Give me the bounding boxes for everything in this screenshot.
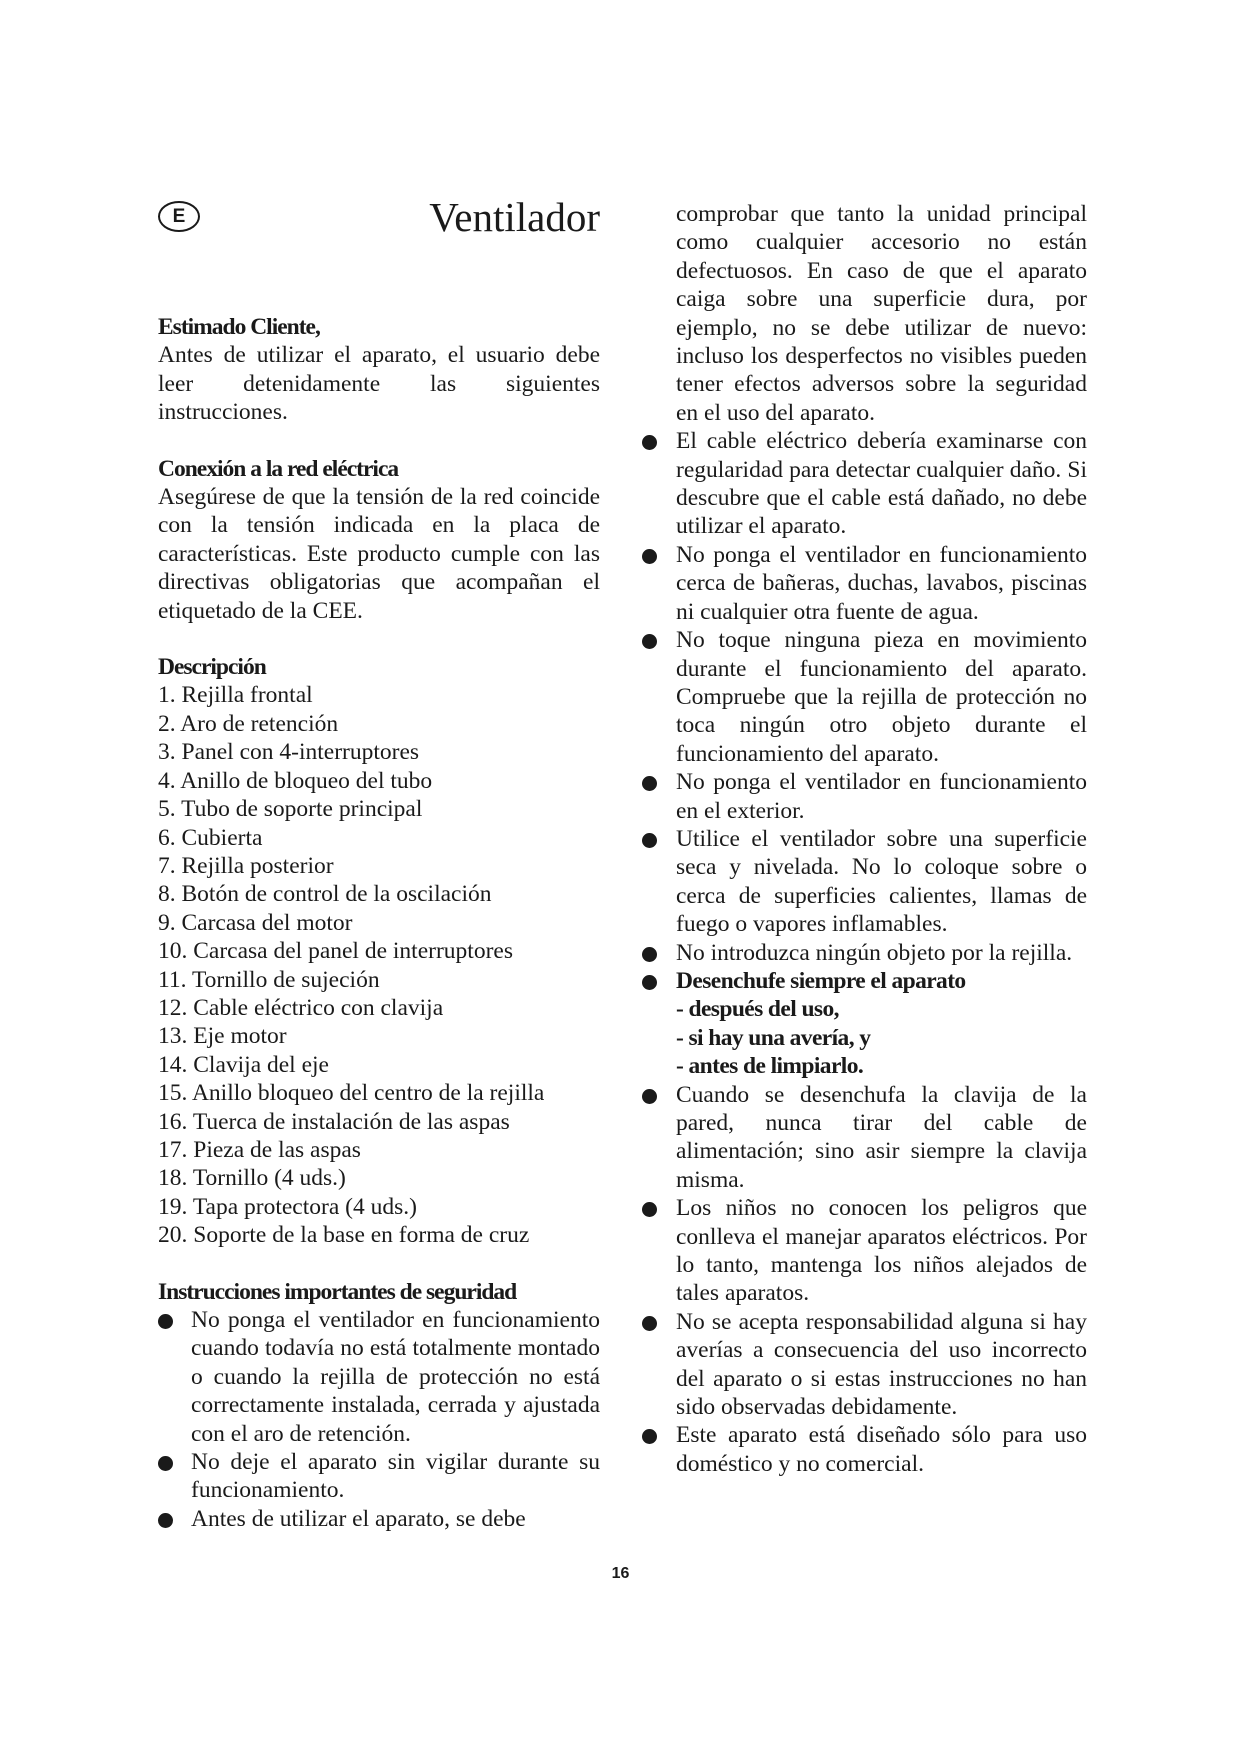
list-item: 16. Tuerca de instalación de las aspas (158, 1108, 510, 1135)
intro-text: Antes de utilizar el aparato, el usuario debe leer detenidamente las siguientes instrucciones. (158, 342, 600, 426)
list-item: 13. Eje motor (158, 1023, 287, 1050)
bullet-icon (158, 1314, 173, 1329)
list-item (642, 1308, 1087, 1422)
left-column (158, 313, 600, 1533)
list-item-text: Utilice el ventilador sobre una superficie seca y nivelada. No lo coloque sobre o cerca de superficies calientes, llamas de fuego o vapores inflamables. (676, 825, 1087, 938)
unplug-warning (642, 967, 1087, 995)
bullet-icon (642, 975, 657, 990)
list-item-text: No introduzca ningún objeto por la rejilla. (676, 939, 1073, 966)
bullet-icon (642, 947, 657, 962)
intro-heading: Estimado Cliente, (158, 314, 320, 340)
list-item (642, 626, 1087, 768)
list-item: 10. Carcasa del panel de interruptores (158, 938, 513, 965)
list-item-text: Cuando se desenchufa la clavija de la pared, nunca tirar del cable de alimentación; sino asir siempre la clavija misma. (676, 1081, 1087, 1193)
bullet-icon (642, 1429, 657, 1444)
connection-text: Asegúrese de que la tensión de la red coincide con la tensión indicada en la placa de características. Este producto cumple con las directivas obligatorias que acompañan el etiquetado de la CEE. (158, 484, 600, 624)
unplug-sub-item: - antes de limpiarlo. (676, 1053, 864, 1080)
list-item: 8. Botón de control de la oscilación (158, 881, 492, 908)
connection-heading: Conexión a la red eléctrica (158, 455, 399, 482)
bullet-icon (642, 634, 657, 649)
list-item-text: Este aparato está diseñado sólo para uso doméstico y no comercial. (676, 1422, 1087, 1477)
list-item: 19. Tapa protectora (4 uds.) (158, 1193, 417, 1220)
unplug-sub-item: - después del uso, (676, 996, 839, 1023)
bullet-icon (642, 776, 657, 791)
continuation-text: comprobar que tanto la unidad principal como cualquier accesorio no están defectuosos. En caso de que el aparato caiga sobre una superficie dura, por ejemplo, no se debe utilizar de nuevo: incluso los desperfectos no visibles pueden tener efectos adversos sobre la seguridad en el uso del aparato. (676, 201, 1087, 426)
list-item-text: No deje el aparato sin vigilar durante su funcionamiento. (191, 1449, 600, 1504)
list-item-text: No ponga el ventilador en funcionamiento en el exterior. (676, 769, 1087, 824)
bullet-icon (642, 549, 657, 564)
list-item: 9. Carcasa del motor (158, 909, 353, 936)
list-item-text: Antes de utilizar el aparato, se debe (191, 1505, 526, 1532)
language-badge: E (158, 201, 200, 232)
list-item: 14. Clavija del eje (158, 1051, 329, 1078)
description-heading: Descripción (158, 654, 266, 681)
list-item (158, 1306, 600, 1448)
list-item (642, 1194, 1087, 1308)
list-item (642, 1421, 1087, 1478)
list-item-text: No toque ninguna pieza en movimiento durante el funcionamiento del aparato. Compruebe que la rejilla de protección no toca ningún otro objeto durante el funcionamiento del aparato. (676, 627, 1087, 767)
page-title: Ventilador (429, 194, 600, 240)
list-item: 6. Cubierta (158, 824, 263, 851)
list-item: 12. Cable eléctrico con clavija (158, 994, 444, 1021)
list-item-text: No ponga el ventilador en funcionamiento cuando todavía no está totalmente montado o cuando la rejilla de protección no está correctamente instalada, cerrada y ajustada con el aro de retención. (191, 1307, 600, 1447)
list-item: 2. Aro de retención (158, 710, 339, 737)
page-number: 16 (611, 1565, 630, 1582)
list-item: 11. Tornillo de sujeción (158, 966, 380, 993)
list-item-text: No se acepta responsabilidad alguna si hay averías a consecuencia del uso incorrecto del aparato o si estas instrucciones no han sido observadas debidamente. (676, 1308, 1087, 1421)
list-item: 4. Anillo de bloqueo del tubo (158, 767, 433, 794)
list-item (642, 825, 1087, 939)
list-item (642, 1081, 1087, 1195)
bullet-icon (642, 1202, 657, 1217)
list-item: 17. Pieza de las aspas (158, 1136, 361, 1163)
list-item: 5. Tubo de soporte principal (158, 796, 423, 823)
list-item: 15. Anillo bloqueo del centro de la rejilla (158, 1080, 545, 1107)
bullet-icon (642, 1316, 657, 1331)
safety-list-left (158, 1306, 600, 1533)
bullet-icon (642, 435, 657, 450)
unplug-sub-item: - si hay una avería, y (676, 1024, 871, 1051)
list-item (642, 939, 1087, 967)
list-item (158, 1505, 600, 1533)
list-item: 18. Tornillo (4 uds.) (158, 1165, 346, 1192)
list-item (642, 427, 1087, 541)
bullet-icon (158, 1513, 173, 1528)
bullet-icon (158, 1456, 173, 1471)
list-item-text: No ponga el ventilador en funcionamiento cerca de bañeras, duchas, lavabos, piscinas ni cualquier otra fuente de agua. (676, 541, 1087, 625)
list-item (158, 1448, 600, 1505)
bullet-icon (642, 1089, 657, 1104)
description-list (158, 681, 600, 1249)
list-item (642, 768, 1087, 825)
right-column (642, 200, 1087, 1478)
list-item-text: El cable eléctrico debería examinarse con regularidad para detectar cualquier daño. Si descubre que el cable está dañado, no debe utilizar el aparato. (676, 428, 1087, 540)
list-item: 1. Rejilla frontal (158, 682, 313, 709)
safety-heading: Instrucciones importantes de seguridad (158, 1278, 517, 1305)
list-item: 20. Soporte de la base en forma de cruz (158, 1222, 530, 1249)
list-item (642, 541, 1087, 626)
list-item: 3. Panel con 4-interruptores (158, 739, 420, 766)
list-item: 7. Rejilla posterior (158, 852, 334, 879)
bullet-icon (642, 833, 657, 848)
list-item-text: Los niños no conocen los peligros que conlleva el manejar aparatos eléctricos. Por lo tanto, mantenga los niños alejados de tales aparatos. (676, 1195, 1087, 1307)
unplug-title: Desenchufe siempre el aparato (676, 967, 966, 994)
